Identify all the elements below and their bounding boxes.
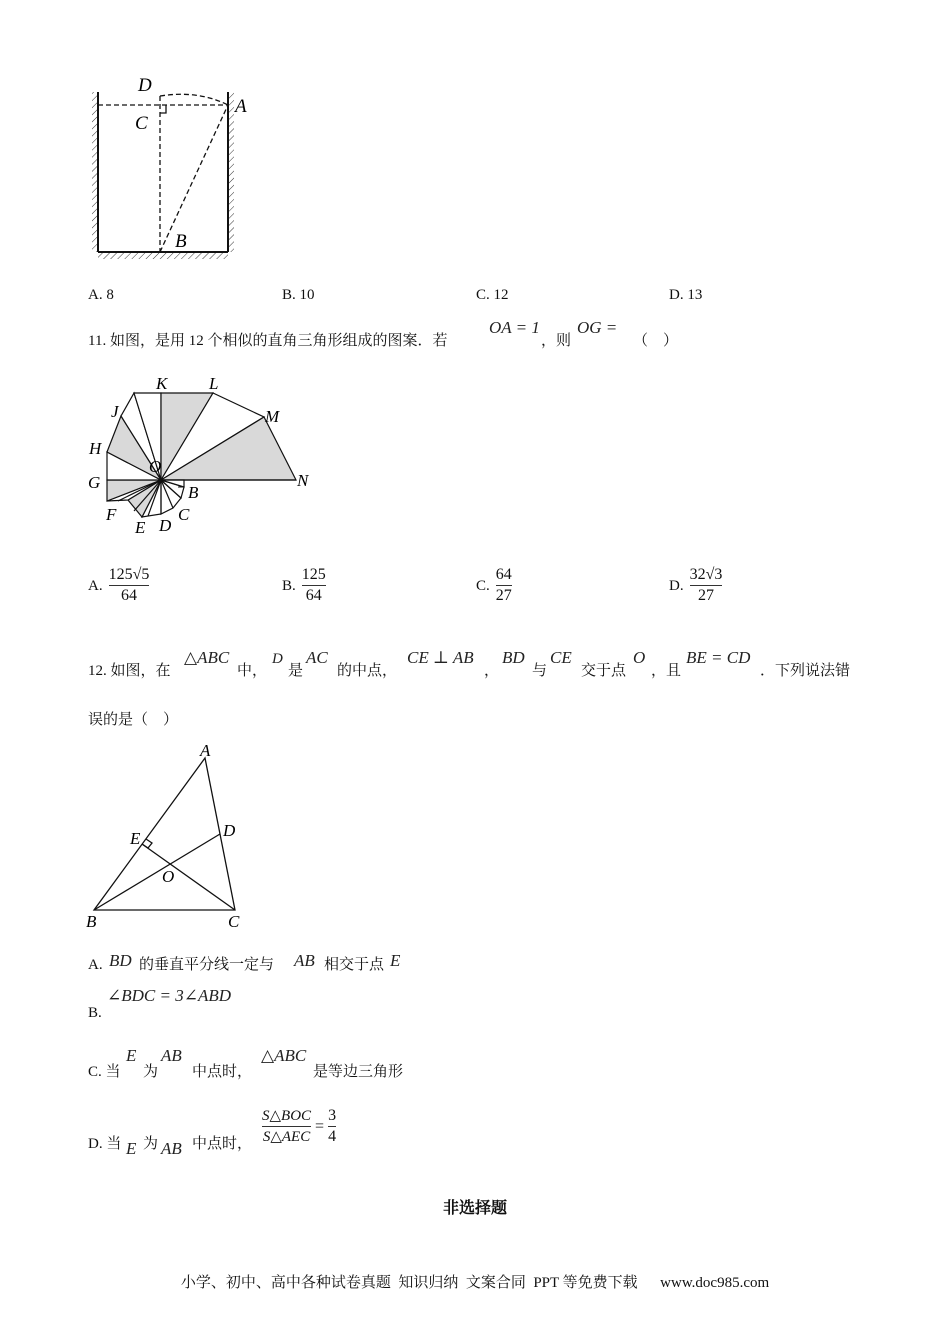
q11-option-c-label: C. [476, 577, 490, 594]
q11-option-a-num: 125√5 [108, 566, 150, 583]
page-footer: 小学、初中、高中各种试卷真题 知识归纳 文案合同 PPT 等免费下载 www.doc985.com [180, 1275, 770, 1291]
q12-m8: BE = CD [686, 648, 751, 667]
q11-option-d-num: 32√3 [689, 566, 723, 583]
fig11-label-K: K [156, 374, 168, 393]
q12-optC-m3: △ABC [261, 1046, 307, 1065]
q12-m7: O [633, 648, 646, 667]
q11-option-b-num: 125 [301, 566, 326, 583]
q12-t4: 的中点， [337, 663, 398, 679]
q12-t6: 与 [532, 663, 548, 679]
q10-option-b: B. 10 [282, 287, 315, 303]
q12-optC-m2: AB [161, 1046, 182, 1065]
q12-optA-t2: 相交于点 [324, 957, 385, 973]
fig11-label-M: M [265, 407, 280, 426]
q12-optD-value [328, 1107, 336, 1146]
figure-q12 [80, 738, 260, 933]
fig11-label-C: C [178, 505, 190, 524]
q11-paren: （ ） [633, 333, 679, 349]
q11-ask: OG = [577, 318, 618, 337]
q11-option-b-den: 64 [305, 587, 322, 604]
q11-mid: ，则 [541, 333, 572, 349]
fig11-label-O: O [149, 457, 162, 476]
q12-m5: BD [502, 648, 525, 667]
q12-m1: △ABC [184, 648, 230, 667]
q11-option-c [476, 566, 512, 605]
fig12-label-A: A [200, 741, 211, 760]
q12-optB-label: B. [88, 1005, 102, 1021]
q11-option-b-label: B. [282, 577, 296, 594]
fig11-label-E: E [135, 518, 146, 537]
q12-optD-t1: 为 [143, 1136, 159, 1152]
q11-stem [88, 332, 447, 350]
q12-optD-area-ratio [262, 1107, 311, 1146]
q10-option-c: C. 12 [476, 287, 509, 303]
q10-option-d: D. 13 [669, 287, 703, 303]
q12-optA-m1: BD [109, 951, 132, 970]
q12-optD-rnum: 3 [328, 1107, 337, 1124]
q12-optC-t1: 为 [143, 1064, 159, 1080]
fig12-label-B: B [86, 912, 97, 931]
q11-option-c-fraction [496, 566, 512, 605]
q12-t2: 中， [237, 663, 268, 679]
q12-optD-rden: 4 [328, 1128, 337, 1145]
q12-optD-m1: E [126, 1139, 137, 1158]
q12-t9: ．下列说法错 [760, 663, 851, 679]
q11-option-d-label: D. [669, 577, 684, 594]
q11-option-d [669, 566, 722, 605]
q12-m2: D [272, 651, 283, 667]
q12-optA-label: A. [88, 957, 103, 973]
label-C: C [135, 113, 148, 134]
q12-optD-eq: = [315, 1117, 325, 1135]
q12-t5: ， [484, 663, 500, 679]
q12-t7: 交于点 [581, 663, 627, 679]
q11-prefix: 11. 如图，是用 12 个相似的直角三角形组成的图案．若 [88, 333, 448, 349]
q11-option-d-fraction [690, 566, 723, 605]
q11-option-a-fraction [109, 566, 150, 605]
q11-option-b-fraction [302, 566, 326, 605]
fig11-label-D: D [159, 516, 172, 535]
fig12-label-D: D [223, 821, 236, 840]
label-B: B [175, 231, 187, 252]
section-title: 非选择题 [442, 1198, 507, 1217]
q12-optB-m1: ∠BDC = 3∠ABD [107, 986, 232, 1005]
figure-q11 [80, 370, 330, 540]
label-A: A [235, 96, 247, 117]
fig11-label-J: J [111, 402, 119, 421]
q12-m3: AC [306, 648, 328, 667]
fig11-label-N: N [297, 471, 309, 490]
q12-optD-den: S△AEC [262, 1129, 311, 1145]
q12-optC-m1: E [126, 1046, 137, 1065]
q12-t3: 是 [288, 663, 304, 679]
q12-t8: ，且 [651, 663, 682, 679]
fig11-label-B: B [188, 483, 199, 502]
q11-option-a-label: A. [88, 577, 103, 594]
q11-option-b [282, 566, 326, 605]
label-D: D [138, 75, 152, 96]
figure-q10 [80, 70, 260, 270]
fig11-label-L: L [209, 374, 219, 393]
q11-option-a [88, 566, 149, 605]
q12-optC-label: C. 当 [88, 1064, 121, 1080]
q12-optD-t2: 中点时， [192, 1136, 253, 1152]
fig11-label-H: H [89, 439, 102, 458]
fig11-label-F: F [106, 505, 117, 524]
q12-optD-num: S△BOC [262, 1108, 312, 1124]
q12-optD-expression [262, 1107, 336, 1146]
fig11-label-G: G [88, 473, 101, 492]
q12-optA-m2: AB [294, 951, 315, 970]
q12-m4: CE ⊥ AB [407, 648, 474, 667]
q12-optC-t2: 中点时， [192, 1064, 253, 1080]
q11-option-d-den: 27 [697, 587, 714, 604]
q12-line2: 误的是（ ） [88, 712, 179, 728]
q12-optC-t3: 是等边三角形 [313, 1064, 404, 1080]
q12-optD-label: D. 当 [88, 1136, 122, 1152]
q11-option-c-den: 27 [495, 587, 512, 604]
q12-t1: 12. 如图，在 [88, 663, 171, 679]
q10-option-a: A. 8 [88, 287, 114, 303]
fig12-label-E: E [130, 829, 141, 848]
q12-optD-m2: AB [161, 1139, 182, 1158]
q11-option-a-den: 64 [120, 587, 137, 604]
q11-condition: OA = 1 [489, 318, 540, 337]
fig12-label-C: C [228, 912, 240, 931]
q12-m6: CE [550, 648, 572, 667]
fig12-label-O: O [162, 867, 175, 886]
q12-optA-m3: E [390, 951, 401, 970]
q12-optA-t1: 的垂直平分线一定与 [139, 957, 275, 973]
q11-option-c-num: 64 [495, 566, 512, 583]
